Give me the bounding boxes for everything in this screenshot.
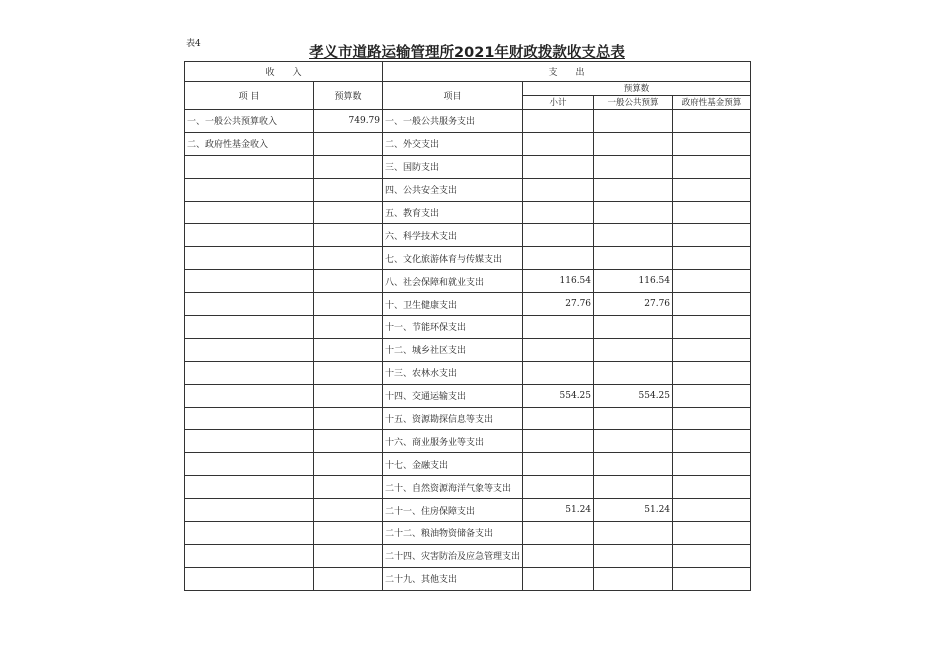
gov-fund-budget-cell: [673, 522, 751, 545]
general-budget-cell: [594, 132, 673, 155]
general-budget-cell: 116.54: [594, 270, 673, 293]
income-amount-cell: [314, 270, 383, 293]
subtotal-cell: [523, 476, 594, 499]
subtotal-cell: [523, 338, 594, 361]
header-row-2: [185, 82, 751, 96]
table-row: [185, 384, 751, 407]
income-amount-cell: [314, 178, 383, 201]
expense-item-cell: 十三、农林水支出: [383, 361, 523, 384]
table-row: [185, 247, 751, 270]
subtotal-cell: 51.24: [523, 499, 594, 522]
income-item-cell: [185, 499, 314, 522]
table-row: [185, 270, 751, 293]
table-row: [185, 338, 751, 361]
expense-item-cell: 七、文化旅游体育与传媒支出: [383, 247, 523, 270]
income-item-cell: [185, 316, 314, 339]
general-budget-cell: [594, 155, 673, 178]
subtotal-cell: [523, 522, 594, 545]
expense-item-cell: 二十九、其他支出: [383, 567, 523, 590]
expense-item-cell: 一、一般公共服务支出: [383, 110, 523, 133]
expense-item-cell: 六、科学技术支出: [383, 224, 523, 247]
subtotal-cell: [523, 430, 594, 453]
expense-item-cell: 十五、资源勘探信息等支出: [383, 407, 523, 430]
subtotal-header: 小计: [523, 96, 594, 110]
expense-item-cell: 二十、自然资源海洋气象等支出: [383, 476, 523, 499]
general-budget-cell: [594, 522, 673, 545]
gov-fund-budget-header: 政府性基金预算: [673, 96, 751, 110]
budget-table: [184, 61, 751, 591]
expense-item-cell: 十二、城乡社区支出: [383, 338, 523, 361]
table-row: [185, 453, 751, 476]
income-item-header: 项 目: [185, 82, 314, 110]
table-row: [185, 430, 751, 453]
income-amount-cell: [314, 338, 383, 361]
expense-item-cell: 二、外交支出: [383, 132, 523, 155]
general-budget-cell: [594, 544, 673, 567]
general-budget-header: 一般公共预算: [594, 96, 673, 110]
gov-fund-budget-cell: [673, 453, 751, 476]
gov-fund-budget-cell: [673, 544, 751, 567]
subtotal-cell: [523, 132, 594, 155]
table-row: [185, 201, 751, 224]
income-item-cell: 一、一般公共预算收入: [185, 110, 314, 133]
expense-item-cell: 八、社会保障和就业支出: [383, 270, 523, 293]
gov-fund-budget-cell: [673, 110, 751, 133]
general-budget-cell: [594, 476, 673, 499]
table-row: [185, 407, 751, 430]
subtotal-cell: [523, 247, 594, 270]
gov-fund-budget-cell: [673, 201, 751, 224]
table-row: [185, 155, 751, 178]
income-amount-cell: [314, 407, 383, 430]
gov-fund-budget-cell: [673, 476, 751, 499]
gov-fund-budget-cell: [673, 361, 751, 384]
expense-budget-header: 预算数: [523, 82, 751, 96]
general-budget-cell: 27.76: [594, 293, 673, 316]
income-amount-cell: [314, 499, 383, 522]
gov-fund-budget-cell: [673, 430, 751, 453]
gov-fund-budget-cell: [673, 293, 751, 316]
table-row: [185, 567, 751, 590]
income-amount-cell: [314, 201, 383, 224]
expense-item-cell: 十一、节能环保支出: [383, 316, 523, 339]
income-amount-cell: [314, 132, 383, 155]
income-amount-cell: [314, 361, 383, 384]
gov-fund-budget-cell: [673, 407, 751, 430]
subtotal-cell: [523, 201, 594, 224]
subtotal-cell: [523, 407, 594, 430]
subtotal-cell: [523, 155, 594, 178]
income-amount-cell: [314, 476, 383, 499]
subtotal-cell: 116.54: [523, 270, 594, 293]
general-budget-cell: [594, 567, 673, 590]
income-item-cell: [185, 224, 314, 247]
income-amount-header: 预算数: [314, 82, 383, 110]
gov-fund-budget-cell: [673, 155, 751, 178]
expense-item-cell: 二十二、粮油物资储备支出: [383, 522, 523, 545]
header-row-1: [185, 62, 751, 82]
income-amount-cell: [314, 247, 383, 270]
income-item-cell: [185, 270, 314, 293]
income-item-cell: [185, 430, 314, 453]
table-row: [185, 522, 751, 545]
income-header: 收 入: [185, 62, 383, 82]
general-budget-cell: 51.24: [594, 499, 673, 522]
income-item-cell: 二、政府性基金收入: [185, 132, 314, 155]
general-budget-cell: [594, 430, 673, 453]
expense-item-cell: 十六、商业服务业等支出: [383, 430, 523, 453]
income-item-cell: [185, 544, 314, 567]
table-row: [185, 499, 751, 522]
expense-item-cell: 十七、金融支出: [383, 453, 523, 476]
expense-header: 支 出: [383, 62, 751, 82]
subtotal-cell: [523, 567, 594, 590]
sheet-label: 表4: [186, 39, 201, 49]
income-item-cell: [185, 178, 314, 201]
table-row: [185, 224, 751, 247]
gov-fund-budget-cell: [673, 247, 751, 270]
expense-item-cell: 三、国防支出: [383, 155, 523, 178]
income-item-cell: [185, 247, 314, 270]
income-amount-cell: [314, 544, 383, 567]
subtotal-cell: 27.76: [523, 293, 594, 316]
general-budget-cell: [594, 361, 673, 384]
subtotal-cell: [523, 224, 594, 247]
income-item-cell: [185, 407, 314, 430]
gov-fund-budget-cell: [673, 499, 751, 522]
table-row: [185, 316, 751, 339]
gov-fund-budget-cell: [673, 338, 751, 361]
subtotal-cell: [523, 316, 594, 339]
gov-fund-budget-cell: [673, 316, 751, 339]
table-row: [185, 361, 751, 384]
income-amount-cell: [314, 522, 383, 545]
general-budget-cell: [594, 110, 673, 133]
expense-item-cell: 五、教育支出: [383, 201, 523, 224]
general-budget-cell: [594, 178, 673, 201]
subtotal-cell: [523, 178, 594, 201]
income-item-cell: [185, 476, 314, 499]
subtotal-cell: 554.25: [523, 384, 594, 407]
table-row: [185, 293, 751, 316]
table-row: [185, 476, 751, 499]
subtotal-cell: [523, 544, 594, 567]
expense-item-cell: 二十四、灾害防治及应急管理支出: [383, 544, 523, 567]
income-amount-cell: 749.79: [314, 110, 383, 133]
table-row: [185, 132, 751, 155]
general-budget-cell: [594, 407, 673, 430]
general-budget-cell: [594, 453, 673, 476]
general-budget-cell: [594, 338, 673, 361]
income-item-cell: [185, 361, 314, 384]
table-row: [185, 544, 751, 567]
income-amount-cell: [314, 316, 383, 339]
general-budget-cell: [594, 247, 673, 270]
income-amount-cell: [314, 384, 383, 407]
income-amount-cell: [314, 155, 383, 178]
gov-fund-budget-cell: [673, 270, 751, 293]
expense-item-header: 项目: [383, 82, 523, 110]
income-amount-cell: [314, 430, 383, 453]
subtotal-cell: [523, 110, 594, 133]
income-amount-cell: [314, 293, 383, 316]
general-budget-cell: [594, 201, 673, 224]
expense-item-cell: 二十一、住房保障支出: [383, 499, 523, 522]
income-amount-cell: [314, 567, 383, 590]
expense-item-cell: 十、卫生健康支出: [383, 293, 523, 316]
income-item-cell: [185, 522, 314, 545]
expense-item-cell: 四、公共安全支出: [383, 178, 523, 201]
gov-fund-budget-cell: [673, 384, 751, 407]
income-item-cell: [185, 567, 314, 590]
subtotal-cell: [523, 453, 594, 476]
income-amount-cell: [314, 453, 383, 476]
gov-fund-budget-cell: [673, 178, 751, 201]
expense-item-cell: 十四、交通运输支出: [383, 384, 523, 407]
income-item-cell: [185, 201, 314, 224]
general-budget-cell: 554.25: [594, 384, 673, 407]
gov-fund-budget-cell: [673, 132, 751, 155]
table-row: [185, 178, 751, 201]
income-item-cell: [185, 453, 314, 476]
table-row: [185, 110, 751, 133]
general-budget-cell: [594, 224, 673, 247]
income-item-cell: [185, 155, 314, 178]
income-item-cell: [185, 293, 314, 316]
income-item-cell: [185, 384, 314, 407]
gov-fund-budget-cell: [673, 224, 751, 247]
subtotal-cell: [523, 361, 594, 384]
income-amount-cell: [314, 224, 383, 247]
gov-fund-budget-cell: [673, 567, 751, 590]
general-budget-cell: [594, 316, 673, 339]
page-title: 孝义市道路运输管理所2021年财政拨款收支总表: [309, 45, 625, 61]
income-item-cell: [185, 338, 314, 361]
